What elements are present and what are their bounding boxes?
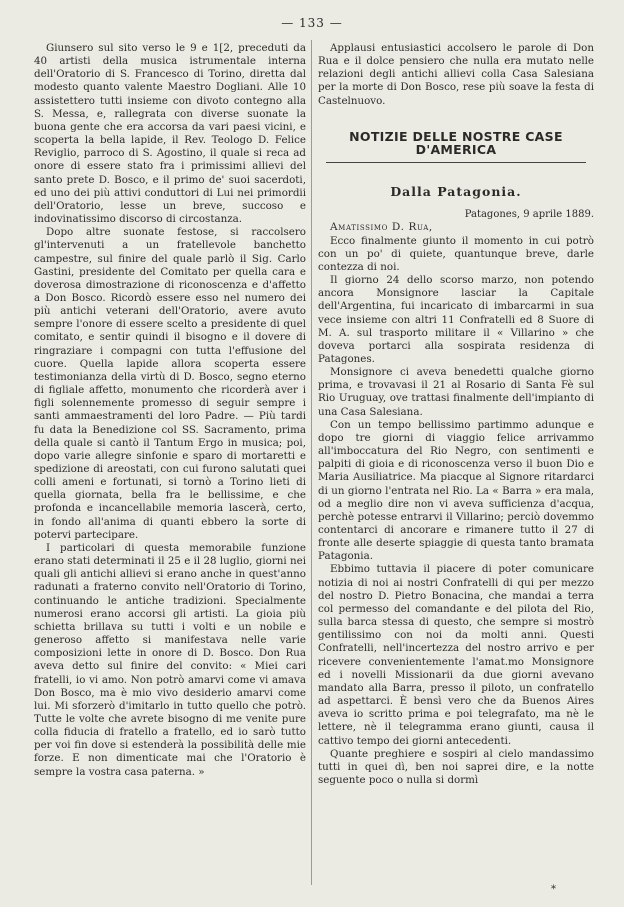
- paragraph: Il giorno 24 dello scorso marzo, non potendo ancora Monsignore lasciar la Capitale dell'Argentina, fui incaricato di imbarcarmi in sua vece insieme con altri 11 Confratelli ed 8 Suore di M. A. sul trasporto militare il « Villarino » che doveva portarci alla sospirata residenza di Patagones.: [318, 274, 594, 365]
- section-rule: [326, 162, 586, 163]
- end-mark: *: [551, 884, 556, 895]
- paragraph: I particolari di questa memorabile funzione erano stati determinati il 25 e il 28 luglio, giorni nei quali gli antichi allievi si erano anche in quest'anno radunati a fraterno convito nell'Oratorio di Torino, continuando le antiche tradizioni. Specialmente numerosi erano accorsi gli artisti. La gioia più schietta brillava su tutti i volti e un nobile e generoso affetto si manifestava nelle varie composizioni lette in onore di D. Bosco. Don Rua aveva detto sul finire del convito: « Miei cari fratelli, io vi amo. Non potrò amarvi come vi amava Don Bosco, ma è mio vivo desiderio amarvi come lui. Mi sforzerò d'imitarlo in tutto quello che potrò. Tutte le volte che avrete bisogno di me venite pure colla fiducia di fratello a fratello, ed io sarò tutto per voi fin dove si estenderà la possibilità delle mie forze. E non dimenticate mai che l'Oratorio è sempre la vostra casa paterna. »: [34, 541, 306, 778]
- dateline: Patagones, 9 aprile 1889.: [464, 209, 594, 221]
- section-title: NOTIZIE DELLE NOSTRE CASE D'AMERICA: [349, 128, 563, 157]
- paragraph: Dopo altre suonate festose, si raccolsero gl'intervenuti a un fratellevole banchetto campestre, sul finire del quale parlò il Sig. Carlo Gastini, presidente del Comitato per quella cara e doverosa dimostrazione di riconoscenza e d'affetto a Don Bosco. Ricordò essere esso nel numero dei più antichi veterani dell'Oratorio, avere avuto sempre l'onore di essere scelto a presidente di quel comitato, e sentir quindi il bisogno e il dovere di ringraziare i compagni con tutta l'effusione del cuore. Quella lapide allora scoperta essere testimonianza della virtù di D. Bosco, segno eterno di figliale affetto, monumento che ricorderà aver i figli solennemente promesso di seguir sempre i santi ammaestramenti del loro Padre. — Più tardi fu data la Benedizione col SS. Sacramento, prima della quale si cantò il Tantum Ergo in musica; poi, dopo varie allegre sinfonie e sparo di mortaretti e spedizione di areostati, con cui furono salutati quei colli ameni e fortunati, si tornò a Torino lieti di quella giornata, bella fra le bellissime, e che profonda e incancellabile memoria lascerà, certo, in fondo all'anima di quanti ebbero la sorte di potervi partecipare.: [34, 226, 306, 541]
- right-column: [318, 42, 594, 787]
- paragraph: Monsignore ci aveva benedetti qualche giorno prima, e trovavasi il 21 al Rosario di Santa Fè sul Rio Uruguay, ove trattasi finalmente dell'impianto di una Casa Salesiana.: [318, 366, 594, 418]
- page-number: — 133 —: [281, 16, 343, 30]
- column-divider: [311, 40, 312, 885]
- paragraph: Giunsero sul sito verso le 9 e 1[2, preceduti da 40 artisti della musica istrumentale interna dell'Oratorio di S. Francesco di Torino, diretta dal modesto quanto valente Maestro Dogliani. Alle 10 assistettero tutti insieme con divoto contegno alla S. Messa, e, rallegrata con diverse suonate la buona gente che era accorsa da vari paesi vicini, e scoperta la bella lapide, il Rev. Teologo D. Felice Reviglio, parroco di S. Agostino, il quale si reca ad onore di essere stato fra i primissimi allievi del santo prete D. Bosco, e il primo de' suoi sacerdoti, ed uno dei più attivi conduttori di Lui nei primordii dell'Oratorio, lesse un breve, succoso e indovinatissimo discorso di circostanza.: [34, 42, 306, 226]
- paragraph: Ecco finalmente giunto il momento in cui potrò con un po' di quiete, quantunque breve, darle contezza di noi.: [318, 234, 594, 273]
- paragraph: Con un tempo bellissimo partimmo adunque e dopo tre giorni di viaggio felice arrivammo all'imboccatura del Rio Negro, con sentimenti e palpiti di gioia e di riconoscenza verso il buon Dio e Maria Ausiliatrice. Ma piacque al Signore ritardarci di un giorno l'entrata nel Rio. La « Barra » era mala, od a meglio dire non vi aveva sufficienza d'acqua, perchè potesse entrarvi il Villarino; perciò dovemmo contentarci di ancorare e rimanere tutto il 27 di fronte alle deserte spiaggie di questa tanto bramata Patagonia.: [318, 418, 594, 563]
- paragraph: Ebbimo tuttavia il piacere di poter comunicare notizia di noi ai nostri Confratelli di qui per mezzo del nostro D. Pietro Bonacina, che mandai a terra col permesso del comandante e del pilota del Rio, sulla barca stessa di questo, che sempre si mostrò gentilissimo con noi da molti anni. Questi Confratelli, nell'incertezza del nostro arrivo e per ricevere convenientemente l'amat.mo Monsignore ed i novelli Missionarii da due giorni avevano mandato alla Barra, presso il piloto, un confratello ad aspettarci. È bensì vero che da Buenos Aires aveva io scritto prima e poi telegrafato, ma nè le lettere, nè il telegramma erano giunti, causa il cattivo tempo dei giorni antecedenti.: [318, 563, 594, 747]
- paragraph: Applausi entusiastici accolsero le parole di Don Rua e il dolce pensiero che nulla era mutato nelle relazioni degli antichi allievi colla Casa Salesiana per la morte di Don Bosco, rese più soave la festa di Castelnuovo.: [318, 42, 594, 107]
- paragraph: Quante preghiere e sospiri al cielo mandassimo tutti in quei dì, ben noi saprei dire, e la notte seguente poco o nulla si dormì: [318, 747, 594, 786]
- subsection-title: Dalla Patagonia.: [390, 184, 522, 200]
- salutation: Amatissimo D. Rua,: [330, 221, 433, 234]
- left-column: [34, 42, 306, 779]
